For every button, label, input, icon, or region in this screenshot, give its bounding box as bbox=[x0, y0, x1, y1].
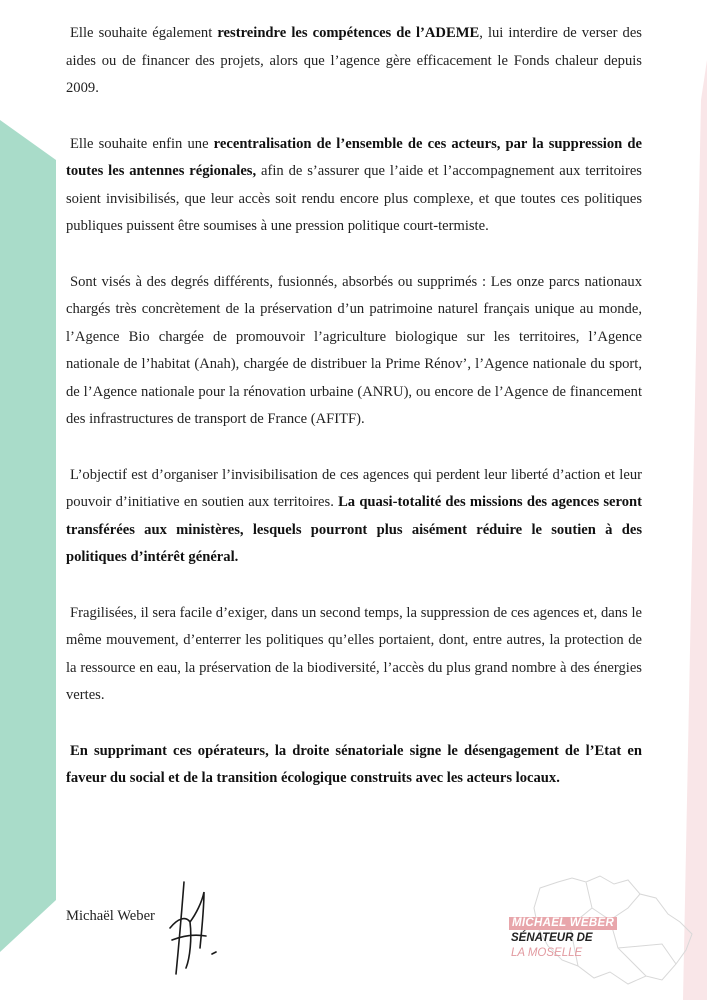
paragraph bbox=[66, 20, 642, 103]
paragraph bbox=[66, 738, 642, 793]
paragraph bbox=[66, 131, 642, 241]
document-body bbox=[66, 20, 642, 821]
pink-decorative-shape bbox=[677, 0, 707, 1000]
seal-name: MICHAËL WEBER bbox=[509, 917, 617, 930]
text-segment: Elle souhaite également bbox=[70, 25, 218, 41]
bold-text-segment: En supprimant ces opérateurs, la droite sénatoriale signe le désengagement de l’Etat en faveur du social et de la transition écologique construits avec les acteurs locaux. bbox=[66, 742, 642, 786]
text-segment: Sont visés à des degrés différents, fusionnés, absorbés ou supprimés : Les onze parcs nationaux chargés très concrètement de la préservation d’un patrimoine naturel français unique au monde, l’Agence Bio chargée de promouvoir l’agriculture biologique sur les territoires, l’Agence nationale de l’habitat (Anah), chargée de distribuer la Prime Rénov’, l’Agence nationale du sport, de l’Agence nationale pour la rénovation urbaine (ANRU), ou encore de l’Agence de financement des infrastructures de transport de France (AFITF). bbox=[66, 273, 642, 427]
paragraph bbox=[66, 462, 642, 572]
bold-text-segment: La quasi-totalité des missions des agences seront transférées aux ministères, lesquels pourront plus aisément réduire le soutien à des politiques d’intérêt général. bbox=[66, 494, 642, 565]
mint-decorative-shape bbox=[0, 0, 60, 1000]
bold-text-segment: recentralisation de l’ensemble de ces acteurs, par la suppression de toutes les antennes régionales, bbox=[66, 135, 642, 179]
text-segment: L’objectif est d’organiser l’invisibilisation de ces agences qui perdent leur liberté d’action et leur pouvoir d’initiative en soutien aux territoires. bbox=[66, 466, 642, 510]
seal-text bbox=[509, 915, 617, 960]
text-segment: Elle souhaite enfin une bbox=[70, 135, 214, 152]
seal-title: SÉNATEUR DE bbox=[511, 932, 593, 944]
text-segment: afin de s’assurer que l’aide et l’accompagnement aux territoires soient invisibilisés, que leur accès soit rendu encore plus complexe, et que toutes ces politiques publiques puissent être soumises à une pression politique court-termiste. bbox=[66, 163, 642, 234]
text-segment: , lui interdire de verser des aides ou de financer des projets, alors que l’agence gère efficacement le Fonds chaleur depuis 2009. bbox=[66, 25, 642, 96]
bold-text-segment: restreindre les compétences de l’ADEME bbox=[217, 25, 480, 41]
handwritten-signature bbox=[160, 878, 230, 978]
paragraph bbox=[66, 600, 642, 710]
paragraph bbox=[66, 269, 642, 434]
senator-seal bbox=[500, 868, 700, 988]
text-segment: Fragilisées, il sera facile d’exiger, dans un second temps, la suppression de ces agences et, dans le même mouvement, d’enterrer les politiques qu’elles portaient, dont, entre autres, la protection de la ressource en eau, la préservation de la biodiversité, l’accès du plus grand nombre à des énergies vertes. bbox=[66, 604, 642, 703]
seal-place: LA MOSELLE bbox=[511, 947, 583, 959]
signature-name: Michaël Weber bbox=[66, 908, 155, 924]
